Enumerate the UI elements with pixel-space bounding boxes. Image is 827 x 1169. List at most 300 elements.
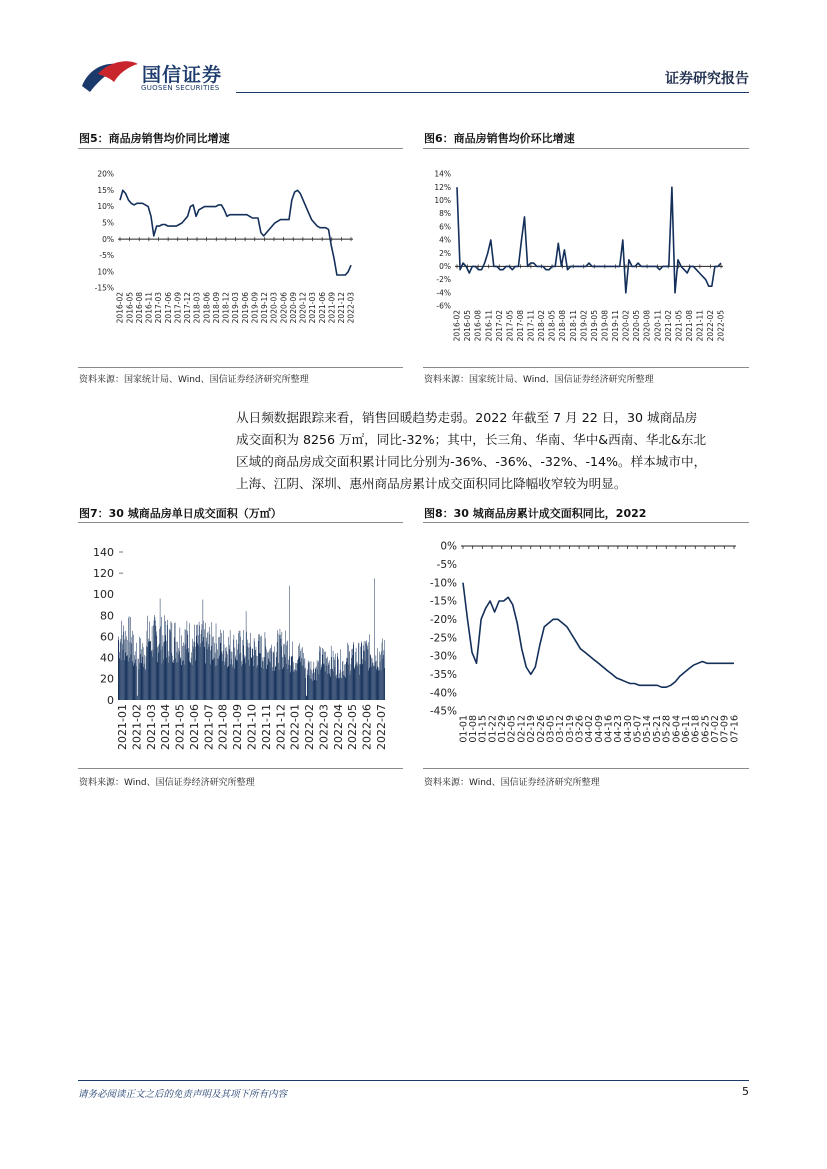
y-tick-label: -6%: [436, 301, 451, 311]
daily-bar: [337, 657, 338, 700]
daily-bar: [270, 662, 271, 700]
daily-bar: [220, 656, 221, 701]
y-tick-label: -2%: [436, 275, 451, 285]
x-tick-label: 2019-02: [579, 310, 589, 342]
daily-bar: [237, 650, 238, 701]
daily-bar: [172, 623, 173, 700]
daily-bar: [234, 635, 235, 700]
daily-bar: [283, 667, 284, 700]
header-divider: [236, 92, 749, 93]
daily-bar: [338, 653, 339, 700]
fig5-bottom-rule: [78, 367, 403, 368]
x-tick-label: 2020-05: [632, 310, 642, 342]
daily-bar: [155, 620, 156, 700]
x-tick-label: 2021-07: [202, 704, 216, 750]
fig7-top-rule: [78, 522, 403, 523]
daily-bar: [322, 655, 323, 700]
daily-bar: [163, 635, 164, 700]
x-tick-label: 2016-02: [452, 310, 462, 342]
daily-bar: [149, 622, 150, 701]
x-tick-label: 01-22: [487, 715, 499, 743]
daily-bar: [277, 630, 278, 700]
footer-divider: [78, 1080, 749, 1081]
daily-bar: [207, 633, 208, 700]
daily-bar: [297, 671, 298, 700]
daily-bar: [363, 651, 364, 700]
daily-bar: [257, 668, 258, 701]
fig7-chart: [78, 534, 403, 766]
daily-bar: [141, 654, 142, 700]
daily-bar: [223, 651, 224, 700]
x-tick-label: 2021-09: [327, 292, 337, 324]
daily-bar: [205, 623, 206, 700]
daily-bar: [123, 650, 124, 700]
fig7-source: 资料来源：Wind、国信证券经济研究所整理: [79, 778, 255, 788]
daily-bar: [295, 663, 296, 700]
daily-bar: [299, 643, 300, 700]
daily-bar: [345, 664, 346, 700]
daily-bar: [303, 666, 304, 701]
report-type-label: 证券研究报告: [665, 71, 749, 87]
daily-bar: [251, 647, 252, 700]
daily-bar: [163, 642, 164, 700]
daily-bar: [241, 666, 242, 700]
daily-bar: [278, 634, 279, 700]
daily-bar: [308, 660, 309, 700]
x-tick-label: 2019-08: [600, 310, 610, 342]
daily-bar: [384, 668, 385, 700]
daily-bar: [284, 655, 285, 701]
daily-bar: [137, 696, 138, 700]
daily-bar: [142, 657, 143, 700]
daily-bar: [332, 669, 333, 700]
daily-bar: [327, 666, 328, 700]
daily-bar: [336, 675, 337, 700]
daily-bar: [157, 662, 158, 700]
daily-bar: [227, 654, 228, 700]
x-tick-label: 2021-05: [173, 704, 187, 750]
daily-bar: [320, 647, 321, 700]
daily-bar: [214, 643, 215, 700]
daily-bar: [176, 663, 177, 700]
x-tick-label: 2016-08: [473, 310, 483, 342]
daily-bar: [173, 662, 174, 700]
daily-bar: [145, 669, 146, 700]
daily-bar: [216, 624, 217, 701]
fig5-chart: [78, 160, 403, 365]
daily-bar: [140, 663, 141, 700]
daily-bar: [135, 651, 136, 700]
daily-bar: [119, 652, 120, 700]
daily-bar: [275, 666, 276, 700]
daily-bar: [335, 654, 336, 700]
daily-bar: [374, 666, 375, 700]
daily-bar: [329, 665, 330, 700]
daily-bar: [373, 663, 374, 700]
daily-bar: [295, 669, 296, 700]
daily-bar: [353, 649, 354, 700]
daily-bar: [266, 647, 267, 700]
daily-bar: [185, 644, 186, 700]
daily-bar: [211, 650, 212, 700]
daily-bar: [258, 634, 259, 700]
daily-bar: [253, 656, 254, 701]
daily-bar: [217, 649, 218, 700]
daily-bar: [180, 628, 181, 701]
daily-bar: [363, 645, 364, 700]
daily-bar: [226, 651, 227, 700]
daily-bar: [134, 635, 135, 700]
daily-bar: [205, 663, 206, 700]
daily-bar: [229, 649, 230, 700]
daily-bar: [359, 675, 360, 700]
daily-bar: [154, 615, 155, 700]
fig6-top-rule: [423, 148, 749, 149]
daily-bar: [224, 644, 225, 700]
x-tick-label: 2021-08: [684, 310, 694, 342]
daily-bar: [323, 649, 324, 700]
daily-bar: [249, 666, 250, 700]
daily-bar: [346, 658, 347, 700]
x-tick-label: 2017-05: [505, 310, 515, 342]
daily-bar: [339, 678, 340, 700]
daily-bar: [288, 660, 289, 700]
x-tick-label: 2021-05: [674, 310, 684, 342]
daily-bar: [271, 648, 272, 700]
x-tick-label: 2019-12: [260, 292, 269, 324]
daily-bar: [204, 629, 205, 700]
daily-bar: [193, 649, 194, 700]
daily-bar: [158, 653, 159, 700]
daily-bar: [314, 662, 315, 700]
daily-bar: [260, 653, 261, 700]
daily-bar: [344, 665, 345, 700]
daily-bar: [220, 643, 221, 700]
daily-bar: [365, 661, 366, 700]
daily-bar: [383, 655, 384, 700]
daily-bar: [290, 656, 291, 700]
daily-bar: [217, 665, 218, 700]
daily-bar: [282, 669, 283, 700]
x-tick-label: 07-02: [709, 715, 721, 743]
fig7-bottom-rule: [78, 768, 403, 769]
daily-bar: [381, 670, 382, 700]
daily-bar: [165, 635, 166, 700]
daily-bar: [290, 672, 291, 700]
daily-bar: [200, 643, 201, 700]
daily-bar: [128, 618, 129, 700]
daily-bar: [377, 648, 378, 700]
x-tick-label: 03-05: [545, 715, 557, 743]
daily-bar: [227, 647, 228, 700]
daily-bar: [333, 671, 334, 700]
daily-bar: [149, 642, 150, 701]
daily-bar: [362, 643, 363, 700]
daily-bar: [131, 655, 132, 700]
daily-bar: [350, 671, 351, 700]
daily-bar: [238, 633, 239, 700]
x-tick-label: 04-23: [613, 715, 625, 743]
daily-bar: [302, 647, 303, 700]
daily-bar: [171, 621, 172, 700]
daily-bar: [194, 641, 195, 700]
y-tick-label: 10%: [97, 267, 114, 277]
x-tick-label: 2017-02: [494, 310, 504, 342]
daily-bar: [385, 640, 386, 700]
daily-bar: [292, 642, 293, 701]
x-tick-label: 01-15: [477, 715, 489, 743]
daily-bar: [283, 644, 284, 700]
daily-bar: [121, 621, 122, 700]
paragraph-line: 从日频数据跟踪来看，销售回暖趋势走弱。2022 年截至 7 月 22 日，30 城商品房: [236, 410, 698, 425]
y-tick-label: -15%: [94, 283, 114, 293]
daily-bar: [198, 635, 199, 700]
daily-bar: [167, 625, 168, 700]
daily-bar: [352, 655, 353, 700]
daily-bar: [128, 662, 129, 701]
daily-bar: [146, 656, 147, 700]
daily-bar: [285, 631, 286, 700]
daily-bar: [356, 648, 357, 700]
daily-bar: [238, 644, 239, 700]
daily-bar: [165, 642, 166, 701]
daily-bar: [160, 599, 161, 701]
daily-bar: [298, 664, 299, 701]
daily-bar: [331, 657, 332, 700]
daily-bar: [341, 678, 342, 700]
fig8-chart: [423, 534, 749, 766]
x-tick-label: 01-01: [458, 715, 470, 743]
daily-bar: [307, 675, 308, 700]
daily-bar: [230, 664, 231, 700]
daily-bar: [281, 639, 282, 700]
daily-bar: [262, 661, 263, 700]
daily-bar: [321, 670, 322, 701]
daily-bar: [317, 660, 318, 700]
daily-bar: [244, 658, 245, 700]
x-tick-label: 2017-06: [163, 292, 173, 324]
daily-bar: [247, 646, 248, 700]
fig5-source: 资料来源：国家统计局、Wind、国信证券经济研究所整理: [79, 375, 309, 385]
daily-bar: [328, 663, 329, 700]
daily-bar: [364, 641, 365, 700]
daily-bar: [246, 611, 247, 700]
daily-bar: [188, 652, 189, 700]
daily-bar: [325, 652, 326, 701]
daily-bar: [244, 655, 245, 700]
daily-bar: [317, 670, 318, 700]
daily-bar: [150, 641, 151, 700]
daily-bar: [279, 635, 280, 700]
daily-bar: [332, 669, 333, 700]
daily-bar: [367, 646, 368, 700]
daily-bar: [280, 635, 281, 700]
daily-bar: [165, 621, 166, 700]
daily-bar: [214, 658, 215, 700]
x-tick-label: 2019-03: [231, 292, 241, 324]
daily-bar: [379, 652, 380, 700]
x-tick-label: 02-26: [535, 715, 547, 743]
daily-bar: [348, 665, 349, 700]
daily-bar: [208, 644, 209, 700]
daily-bar: [297, 660, 298, 700]
daily-bar: [344, 671, 345, 700]
daily-bar: [212, 660, 213, 700]
daily-bar: [253, 666, 254, 700]
daily-bar: [125, 639, 126, 700]
daily-bar: [377, 669, 378, 700]
daily-bar: [382, 639, 383, 701]
fig5-title: 图5：商品房销售均价同比增速: [79, 132, 230, 145]
daily-bar: [157, 647, 158, 700]
daily-bar: [349, 652, 350, 700]
daily-bar: [320, 651, 321, 700]
daily-bar: [267, 669, 268, 700]
x-tick-label: 04-02: [584, 715, 596, 743]
y-tick-label: 10%: [434, 196, 451, 206]
daily-bar: [301, 658, 302, 700]
x-tick-label: 2020-02: [621, 310, 631, 342]
daily-bar: [318, 663, 319, 701]
daily-bar: [345, 676, 346, 700]
daily-bar: [336, 676, 337, 700]
daily-bar: [120, 639, 121, 700]
x-tick-label: 2021-01: [116, 704, 129, 750]
daily-bar: [206, 637, 207, 700]
daily-bar: [187, 621, 188, 700]
fig6-title: 图6：商品房销售均价环比增速: [424, 132, 575, 145]
daily-bar: [121, 660, 122, 700]
daily-bar: [330, 669, 331, 700]
daily-bar: [138, 659, 139, 700]
x-tick-label: 2018-06: [202, 292, 212, 324]
x-tick-label: 2018-02: [537, 310, 547, 342]
daily-bar: [219, 637, 220, 700]
daily-bar: [145, 670, 146, 700]
daily-bar: [262, 657, 263, 700]
daily-bar: [240, 637, 241, 700]
daily-bar: [244, 630, 245, 700]
x-tick-label: 05-21: [651, 715, 663, 743]
x-tick-label: 06-04: [671, 715, 683, 743]
y-tick-label: 8%: [439, 209, 451, 219]
x-tick-label: 03-12: [555, 715, 567, 743]
daily-bar: [356, 663, 357, 700]
fig6-bottom-rule: [423, 367, 749, 368]
daily-bar: [213, 659, 214, 700]
daily-bar: [188, 635, 189, 700]
x-tick-label: 2020-11: [653, 310, 663, 342]
daily-bar: [233, 640, 234, 700]
daily-bar: [322, 665, 323, 701]
daily-bar: [278, 663, 279, 700]
daily-bar: [355, 652, 356, 700]
daily-bar: [161, 650, 162, 700]
daily-bar: [222, 654, 223, 700]
daily-bar: [324, 652, 325, 700]
x-tick-label: 2018-08: [558, 310, 568, 342]
daily-bar: [376, 661, 377, 700]
daily-bar: [142, 649, 143, 700]
daily-bar: [287, 642, 288, 700]
daily-bar: [222, 661, 223, 700]
daily-bar: [134, 663, 135, 700]
daily-bar: [346, 662, 347, 700]
daily-bar: [236, 640, 237, 700]
daily-bar: [130, 617, 131, 700]
daily-bar: [243, 640, 244, 700]
daily-bar: [382, 643, 383, 700]
daily-bar: [175, 658, 176, 700]
daily-bar: [261, 636, 262, 700]
daily-bar: [327, 657, 328, 700]
daily-bar: [319, 646, 320, 700]
daily-bar: [373, 666, 374, 700]
daily-bar: [228, 637, 229, 700]
daily-bar: [263, 669, 264, 700]
daily-bar: [304, 669, 305, 700]
daily-bar: [137, 696, 138, 700]
daily-bar: [136, 666, 137, 700]
daily-bar: [261, 668, 262, 701]
y-tick-label: -30%: [429, 650, 457, 663]
y-tick-label: -20%: [429, 614, 457, 627]
daily-bar: [172, 656, 173, 700]
daily-bar: [139, 637, 140, 700]
daily-bar: [184, 645, 185, 700]
daily-bar: [269, 650, 270, 700]
daily-bar: [274, 653, 275, 700]
daily-bar: [248, 643, 249, 700]
x-tick-label: 2017-12: [183, 292, 192, 324]
daily-bar: [275, 646, 276, 700]
daily-bar: [166, 641, 167, 700]
daily-bar: [170, 632, 171, 701]
x-tick-label: 2017-09: [173, 292, 183, 324]
daily-bar: [170, 630, 171, 700]
daily-bar: [370, 655, 371, 700]
daily-bar: [129, 658, 130, 700]
daily-bar: [323, 664, 324, 700]
x-tick-label: 2022-02: [303, 704, 317, 750]
daily-bar: [209, 647, 210, 700]
daily-bar: [141, 663, 142, 700]
daily-bar: [209, 627, 210, 700]
daily-bar: [364, 651, 365, 700]
daily-bar: [313, 681, 314, 700]
x-tick-label: 02-12: [516, 715, 528, 743]
daily-bar: [221, 652, 222, 700]
x-tick-label: 2021-08: [216, 704, 230, 750]
fig8-title: 图8：30 城商品房累计成交面积同比，2022: [424, 507, 647, 520]
y-tick-label: 4%: [439, 235, 451, 245]
daily-bar: [362, 664, 363, 700]
daily-bar: [191, 652, 192, 700]
daily-bar: [341, 678, 342, 700]
daily-bar: [177, 642, 178, 700]
daily-bar: [353, 642, 354, 700]
daily-bar: [300, 651, 301, 700]
daily-bar: [189, 661, 190, 700]
x-tick-label: 2022-04: [331, 704, 345, 750]
daily-bar: [254, 642, 255, 701]
daily-bar: [307, 670, 308, 700]
y-tick-label: 0%: [439, 262, 451, 272]
daily-bar: [281, 646, 282, 700]
daily-bar: [264, 657, 265, 700]
daily-bar: [191, 658, 192, 700]
fig8-top-rule: [423, 522, 749, 523]
